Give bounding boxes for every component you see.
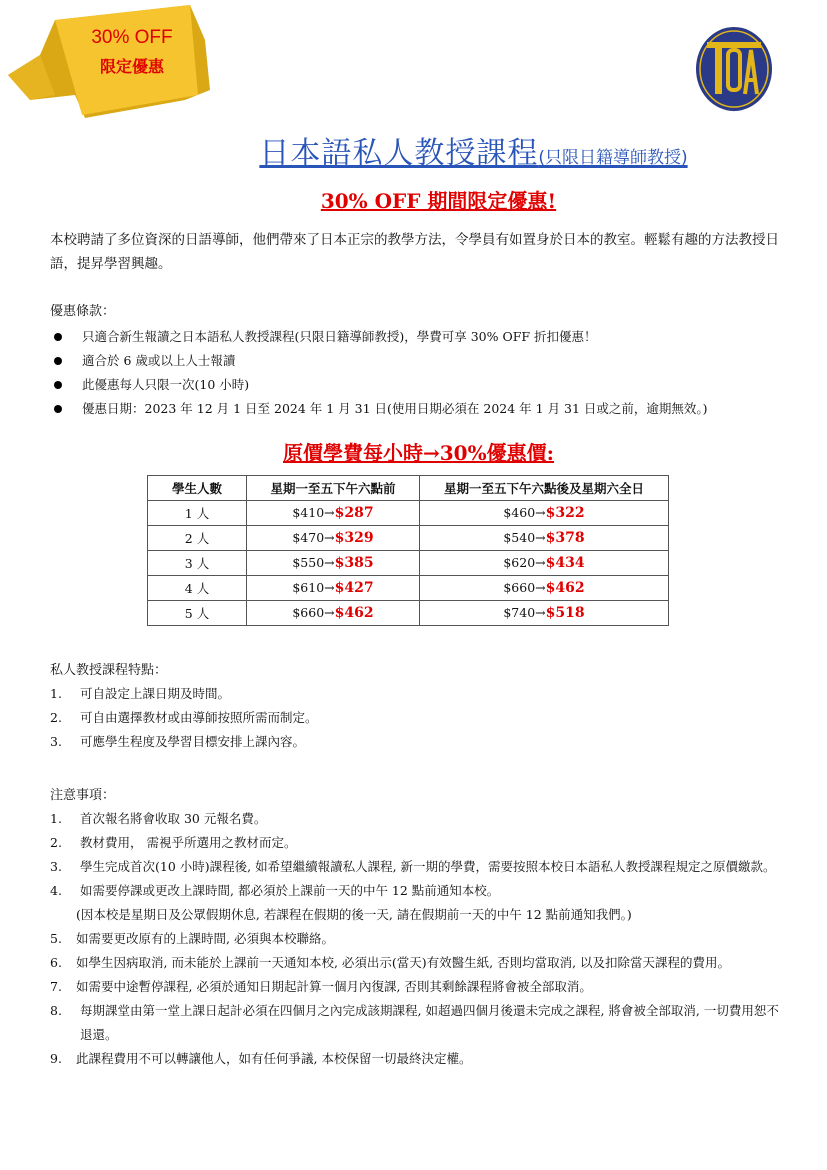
cell-weekday bbox=[247, 576, 420, 601]
cell-evening bbox=[420, 576, 669, 601]
notes-list bbox=[50, 807, 785, 1071]
list-item: 只適合新生報讀之日本語私人教授課程(只限日籍導師教授)，學費可享 30% OFF 折扣優惠！ bbox=[50, 325, 790, 349]
notes-heading: 注意事項： bbox=[50, 788, 116, 803]
cell-evening bbox=[420, 526, 669, 551]
features-list bbox=[50, 682, 785, 754]
new-price: $427 bbox=[334, 580, 374, 596]
item-number: 2. bbox=[50, 710, 62, 725]
item-number: 1. bbox=[50, 811, 62, 826]
list-item bbox=[50, 951, 785, 975]
item-text: 如需要停課或更改上課時間, 都必須於上課前一天的中午 12 點前通知本校。 bbox=[80, 883, 500, 898]
list-item: 優惠日期：2023 年 12 月 1 日至 2024 年 1 月 31 日(使用日期必須在 2024 年 1 月 31 日或之前，逾期無效。) bbox=[50, 397, 790, 421]
old-price: $740→ bbox=[503, 605, 546, 620]
table-row bbox=[148, 526, 669, 551]
item-number: 3. bbox=[50, 734, 62, 749]
table-header-row bbox=[148, 476, 669, 501]
banner-line1: 30% OFF bbox=[91, 27, 173, 48]
old-price: $620→ bbox=[503, 555, 546, 570]
old-price: $610→ bbox=[292, 580, 335, 595]
new-price: $385 bbox=[334, 555, 374, 571]
terms-list bbox=[50, 325, 790, 421]
header-students: 學生人數 bbox=[148, 476, 247, 501]
cell-weekday bbox=[247, 526, 420, 551]
logo-letters: TOA bbox=[732, 112, 736, 113]
title-main: 日本語私人教授課程 bbox=[259, 136, 539, 171]
cell-evening bbox=[420, 551, 669, 576]
item-text: 如需要更改原有的上課時間, 必須與本校聯絡。 bbox=[76, 931, 334, 946]
list-item bbox=[50, 879, 785, 927]
list-item bbox=[50, 999, 785, 1047]
list-item bbox=[50, 927, 785, 951]
item-number: 6. bbox=[50, 955, 62, 970]
old-price: $550→ bbox=[292, 555, 335, 570]
old-price: $410→ bbox=[292, 505, 335, 520]
new-price: $378 bbox=[545, 530, 585, 546]
item-note: (因本校是星期日及公眾假期休息, 若課程在假期的後一天, 請在假期前一天的中午 12 點前通知我們。) bbox=[76, 907, 632, 922]
item-number: 1. bbox=[50, 686, 62, 701]
list-item bbox=[50, 831, 785, 855]
cell-students: 5 人 bbox=[148, 601, 247, 626]
item-text: 可自由選擇教材或由導師按照所需而制定。 bbox=[80, 710, 318, 725]
table-row bbox=[148, 576, 669, 601]
old-price: $660→ bbox=[503, 580, 546, 595]
new-price: $434 bbox=[545, 555, 585, 571]
list-item bbox=[50, 1047, 785, 1071]
list-item: 適合於 6 歲或以上人士報讀 bbox=[50, 349, 790, 373]
item-number: 2. bbox=[50, 835, 62, 850]
item-text: 教材費用， 需視乎所選用之教材而定。 bbox=[80, 835, 297, 850]
list-item bbox=[50, 682, 785, 706]
terms-heading: 優惠條款： bbox=[50, 304, 116, 319]
item-number: 8. bbox=[50, 1003, 62, 1018]
item-text: 可應學生程度及學習目標安排上課內容。 bbox=[80, 734, 306, 749]
price-table bbox=[147, 475, 669, 626]
cell-weekday bbox=[247, 501, 420, 526]
item-text: 每期課堂由第一堂上課日起計必須在四個月之內完成該期課程, 如超過四個月後還未完成之課程, 將會被全部取消, 一切費用恕不退還。 bbox=[80, 1003, 779, 1042]
header-weekday: 星期一至五下午六點前 bbox=[247, 476, 420, 501]
table-row bbox=[148, 601, 669, 626]
old-price: $540→ bbox=[503, 530, 546, 545]
title-main-wrap bbox=[259, 136, 687, 171]
old-price: $660→ bbox=[292, 605, 335, 620]
new-price: $287 bbox=[334, 505, 374, 521]
intro-paragraph: 本校聘請了多位資深的日語導師，他們帶來了日本正宗的教學方法，令學員有如置身於日本的教室。輕鬆有趣的方法教授日語，提昇學習興趣。 bbox=[50, 232, 779, 272]
list-item bbox=[50, 855, 785, 879]
cell-weekday bbox=[247, 601, 420, 626]
cell-evening bbox=[420, 601, 669, 626]
item-number: 4. bbox=[50, 883, 62, 898]
item-text: 首次報名將會收取 30 元報名費。 bbox=[80, 811, 267, 826]
page-title bbox=[0, 128, 827, 172]
list-item: 此優惠每人只限一次(10 小時) bbox=[50, 373, 790, 397]
header-evening: 星期一至五下午六點後及星期六全日 bbox=[420, 476, 669, 501]
cell-students: 2 人 bbox=[148, 526, 247, 551]
banner-line2: 限定優惠 bbox=[99, 57, 165, 76]
item-text: 可自設定上課日期及時間。 bbox=[80, 686, 231, 701]
promo-subtitle: 30% OFF 期間限定優惠! bbox=[320, 189, 557, 213]
list-item bbox=[50, 706, 785, 730]
title-note: (只限日籍導師教授) bbox=[538, 148, 688, 168]
item-number: 5. bbox=[50, 931, 62, 946]
new-price: $462 bbox=[334, 605, 374, 621]
item-text: 如需要中途暫停課程, 必須於通知日期起計算一個月內復課, 否則其剩餘課程將會被全部取消。 bbox=[76, 979, 592, 994]
item-text: 學生完成首次(10 小時)課程後, 如希望繼續報讀私人課程, 新一期的學費，需要按照本校日本語私人教授課程規定之原價繳款。 bbox=[80, 859, 776, 874]
cell-weekday bbox=[247, 551, 420, 576]
item-text: 如學生因病取消, 而未能於上課前一天通知本校, 必須出示(當天)有效醫生紙, 否則均當取消, 以及扣除當天課程的費用。 bbox=[76, 955, 731, 970]
cell-students: 4 人 bbox=[148, 576, 247, 601]
price-title: 原價學費每小時→30%優惠價: bbox=[283, 441, 554, 465]
school-logo bbox=[693, 24, 775, 114]
list-item bbox=[50, 730, 785, 754]
cell-evening bbox=[420, 501, 669, 526]
cell-students: 3 人 bbox=[148, 551, 247, 576]
item-number: 3. bbox=[50, 859, 62, 874]
new-price: $322 bbox=[545, 505, 585, 521]
new-price: $329 bbox=[334, 530, 374, 546]
table-row bbox=[148, 551, 669, 576]
list-item bbox=[50, 807, 785, 831]
table-row bbox=[148, 501, 669, 526]
features-heading: 私人教授課程特點： bbox=[50, 663, 168, 678]
cell-students: 1 人 bbox=[148, 501, 247, 526]
new-price: $518 bbox=[545, 605, 585, 621]
item-number: 7. bbox=[50, 979, 62, 994]
item-text: 此課程費用不可以轉讓他人，如有任何爭議, 本校保留一切最終決定權。 bbox=[76, 1051, 472, 1066]
item-number: 9. bbox=[50, 1051, 62, 1066]
new-price: $462 bbox=[545, 580, 585, 596]
old-price: $470→ bbox=[292, 530, 335, 545]
list-item bbox=[50, 975, 785, 999]
old-price: $460→ bbox=[503, 505, 546, 520]
